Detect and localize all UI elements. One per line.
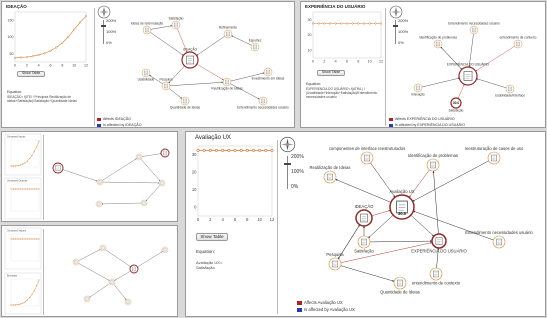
legend-affected: Is affected by EXPERIÊNCIA DO USUÁRIO [389, 123, 465, 127]
document-icon [225, 80, 229, 84]
data-point [50, 50, 52, 52]
document-icon [186, 56, 193, 64]
y-tick-label: 20 [191, 169, 197, 175]
x-tick-label: 12 [84, 63, 88, 68]
document-icon [226, 32, 230, 36]
causal-link [79, 263, 110, 280]
data-point [271, 149, 273, 151]
data-point [318, 23, 320, 25]
data-point [252, 149, 254, 151]
x-tick-label: 6 [346, 59, 348, 64]
data-point [228, 149, 230, 151]
legend-red-swatch [389, 118, 393, 121]
document-icon [433, 271, 438, 277]
document-icon [472, 28, 476, 32]
causal-link [197, 36, 225, 55]
x-tick-label: 8 [246, 217, 249, 223]
document-icon [253, 45, 257, 49]
node-label: Avaliação UX [389, 188, 415, 194]
legend-affects: Affects EXPERIÊNCIA DO USUÁRIO [389, 117, 455, 121]
data-point [73, 29, 75, 31]
equation-label: Equation: [306, 82, 322, 86]
legend-affects: Affects IDEAÇÃO [97, 117, 131, 121]
document-icon [361, 239, 366, 245]
causal-link [169, 88, 182, 98]
causal-link [102, 203, 141, 204]
show-table-button[interactable]: Show Table [317, 70, 345, 76]
data-point [14, 57, 16, 59]
x-tick-label: 4 [334, 59, 337, 64]
x-tick-label: 6 [49, 63, 52, 68]
zoom-slider-thumb[interactable] [284, 163, 291, 165]
data-point [258, 149, 260, 151]
show-table-button[interactable]: Show Table [17, 71, 45, 77]
document-icon [75, 261, 78, 264]
causal-link [413, 211, 493, 240]
document-icon [127, 301, 130, 304]
y-tick-label: 0 [194, 204, 197, 210]
document-icon [364, 155, 369, 161]
document-icon [436, 238, 442, 245]
document-icon [416, 86, 420, 90]
data-point [197, 149, 199, 151]
y-tick-label: 10 [307, 48, 312, 53]
equation-text: IDEAÇÃO= f(ITEI / Principais Reutilização de Ideias+Satisfação)/Satisfação+Quantidade Ideias [7, 95, 77, 104]
legend-red-swatch [97, 118, 101, 121]
zoom-100-label: 100% [398, 29, 409, 34]
document-icon [143, 202, 146, 205]
causal-link [411, 215, 434, 236]
causal-link [141, 159, 160, 181]
node-label: Refinamento [218, 25, 238, 30]
data-point [38, 54, 40, 56]
node-label: EXPERIÊNCIA DO USUÁRIO [411, 248, 467, 254]
x-tick-label: 12 [269, 217, 275, 223]
document-icon [164, 84, 168, 88]
ideacao-panel [1, 1, 295, 128]
data-point [203, 149, 205, 151]
x-tick-label: 2 [25, 63, 28, 68]
causal-link [146, 185, 160, 201]
panel-divider [385, 8, 386, 126]
data-point [62, 42, 64, 44]
causal-link [476, 46, 515, 71]
panel-title: EXPERIÊNCIA DO USUÁRIO [305, 4, 366, 9]
zoom-0-label: 0% [291, 184, 299, 190]
causal-link [336, 179, 391, 202]
x-tick-label: 0 [14, 63, 16, 68]
data-point [265, 149, 267, 151]
equation-label: Equation: [196, 249, 216, 254]
document-icon [327, 174, 332, 180]
node-label: Interação [411, 92, 425, 97]
secondary-graph [44, 134, 178, 222]
x-tick-label: 10 [367, 59, 372, 64]
document-icon [111, 281, 114, 284]
document-icon [145, 28, 149, 32]
node-label: Identificação de problemas [407, 152, 459, 158]
center-value: 30.0 [397, 211, 407, 216]
node-label: entendimento de contexto [411, 280, 461, 286]
y-tick-label: 50 [9, 51, 14, 56]
data-point [67, 36, 69, 38]
causal-link [170, 82, 223, 85]
data-point [335, 23, 337, 25]
node-label: reestruturação de casos de uso [464, 145, 524, 151]
document-icon [99, 181, 102, 184]
node-label: componentes de interface reestruturados [328, 145, 406, 151]
y-tick-label: 20 [307, 33, 312, 38]
node-label: Satisfação [354, 248, 374, 254]
mini-title: Entradas [7, 274, 18, 278]
legend-blue-swatch [297, 308, 302, 312]
data-point [240, 149, 242, 151]
legend-affected: Is affected by IDEAÇÃO [97, 123, 141, 127]
avaliacao-panel [185, 131, 546, 317]
causal-link [477, 79, 507, 88]
x-tick-label: 4 [221, 217, 224, 223]
equation-text: Avaliação UX= Satisfação [196, 260, 223, 271]
legend-affected: Is affected by Avaliação UX [297, 307, 355, 312]
node-label: entendimento de contexto [499, 35, 537, 40]
equation-label: Equation: [7, 90, 23, 94]
data-point [209, 149, 211, 151]
document-icon [266, 70, 270, 74]
mini-chart-c [4, 227, 42, 270]
plot-frame [198, 146, 272, 216]
document-icon [144, 71, 148, 75]
node-label: Entendimento necessidades usuário [465, 229, 533, 235]
plot-frame [15, 12, 86, 62]
x-tick-label: 2 [323, 59, 326, 64]
plot-frame [313, 12, 381, 58]
x-tick-label: 12 [379, 59, 383, 64]
causal-link [89, 284, 109, 298]
data-point [380, 23, 382, 25]
causal-link [422, 78, 459, 87]
data-point [352, 23, 354, 25]
panel-title: IDEAÇÃO [6, 4, 27, 9]
causal-link [63, 170, 97, 181]
y-tick-label: 30 [307, 17, 312, 22]
data-point [32, 55, 34, 57]
x-tick-label: 0 [312, 59, 314, 64]
data-point [56, 47, 58, 49]
document-icon [161, 182, 164, 185]
document-icon [332, 261, 337, 267]
causal-link [103, 159, 137, 181]
data-point [44, 52, 46, 54]
y-tick-label: 100 [7, 35, 14, 40]
experiencia-panel [300, 1, 546, 128]
legend-red-swatch [297, 301, 302, 305]
data-point [329, 23, 331, 25]
causal-link [150, 32, 183, 55]
x-tick-label: 10 [257, 217, 263, 223]
data-point [363, 23, 365, 25]
show-table-button[interactable]: Show Table [196, 233, 228, 241]
document-icon [516, 42, 520, 46]
node-label: Satisfação [448, 108, 464, 113]
causal-link [79, 249, 101, 260]
data-point [85, 15, 87, 17]
document-icon [98, 203, 101, 206]
legend-blue-swatch [97, 124, 101, 127]
node-label: EXPERIÊNCIA DO USUÁRIO [446, 62, 490, 67]
causal-link [142, 154, 161, 157]
node-label: Entendimento necessidades usuário [237, 105, 289, 110]
mini-title: Unnamed Values [7, 229, 26, 233]
causal-link [341, 266, 394, 282]
y-tick-label: 10 [191, 187, 197, 193]
document-icon [132, 267, 136, 271]
secondary-model-panel [1, 131, 178, 222]
node-label: Satisfação [168, 16, 184, 21]
node-label: Usabilidade [137, 77, 155, 82]
document-icon [164, 249, 167, 252]
node-label: Pesquisa [326, 251, 344, 257]
data-point [375, 23, 377, 25]
causal-link [413, 161, 489, 202]
zoom-slider-track[interactable] [287, 156, 288, 189]
mini-plot-frame [11, 234, 39, 261]
causal-link [103, 182, 159, 183]
document-icon [430, 162, 435, 168]
node-label: Usabilidade/Interface [495, 93, 525, 98]
panel-divider [277, 140, 278, 314]
document-icon [491, 155, 496, 161]
causal-link [151, 26, 172, 30]
causal-link [372, 210, 391, 215]
mini-plot-frame [11, 184, 39, 211]
x-tick-label: 0 [196, 217, 200, 223]
zoom-0-label: 0% [106, 40, 112, 45]
avaliacao-chart [186, 140, 278, 226]
document-icon [86, 298, 89, 301]
zoom-200-label: 200% [106, 18, 117, 23]
node-value: 30.0 [452, 101, 460, 106]
x-tick-label: 8 [357, 59, 360, 64]
node-label: IDEAÇÃO [182, 47, 198, 52]
zoom-200-label: 200% [398, 18, 409, 23]
document-icon [174, 23, 178, 27]
x-tick-label: 10 [72, 63, 77, 68]
document-icon [138, 156, 141, 159]
causal-link [105, 250, 130, 267]
node-label: Quantidade de Ideias [169, 105, 201, 110]
avaliacao-graph [294, 134, 544, 316]
ideacao-chart [2, 6, 102, 76]
ideacao-graph [96, 6, 295, 124]
node-label: Investimento em Ideias [251, 76, 285, 81]
tertiary-graph [44, 228, 178, 316]
node-label: Identificação de problemas [418, 35, 458, 40]
x-tick-label: 4 [37, 63, 40, 68]
document-icon [397, 280, 402, 286]
x-tick-label: 6 [233, 217, 237, 223]
mini-chart-d [4, 272, 42, 315]
data-point [79, 22, 81, 24]
causal-link [370, 241, 432, 242]
data-point [346, 23, 348, 25]
y-tick-label: 30 [191, 152, 197, 158]
document-icon [360, 214, 367, 222]
causal-link [114, 284, 126, 299]
mini-title: Unnamed Inputs [7, 135, 26, 139]
legend-affects: Affects Avaliação UX [297, 300, 343, 305]
document-icon [102, 247, 105, 250]
document-icon [496, 239, 501, 245]
panel-title: Avaliação UX [195, 135, 231, 141]
causal-link [458, 84, 464, 98]
mini-title: Unnamed Outputs [7, 179, 28, 183]
node-label: Pesquisa [159, 77, 173, 82]
mini-chart-a [4, 133, 42, 176]
zoom-100-label: 100% [106, 29, 117, 34]
data-point [341, 23, 343, 25]
node-label: IDEAÇÃO [354, 203, 374, 209]
document-icon [183, 99, 187, 103]
data-point [234, 149, 236, 151]
x-tick-label: 8 [61, 63, 64, 68]
document-icon [436, 42, 440, 46]
node-label: Quantidade de Ideias [380, 289, 420, 295]
data-point [246, 149, 248, 151]
node-label: Entendimento necessidades usuário [448, 21, 500, 26]
node-label: Reutilização de Ideias [309, 164, 351, 170]
experiencia-graph [396, 6, 546, 124]
causal-link [433, 171, 438, 234]
node-label: Esportes [248, 38, 262, 43]
x-tick-label: 2 [209, 217, 212, 223]
causal-link [137, 252, 162, 267]
experiencia-chart [301, 6, 391, 68]
causal-link [115, 271, 131, 280]
data-point [358, 23, 360, 25]
zoom-200-label: 200% [291, 154, 304, 160]
data-point [324, 23, 326, 25]
data-point [26, 56, 28, 58]
node-label: Ideias de reformulação [130, 21, 164, 26]
data-point [369, 23, 371, 25]
data-point [20, 57, 22, 59]
document-icon [508, 87, 512, 91]
data-point [312, 23, 314, 25]
data-point [215, 149, 217, 151]
panel-divider [94, 8, 95, 126]
y-tick-label: 150 [7, 18, 14, 23]
document-icon [56, 166, 61, 171]
document-icon [163, 151, 167, 155]
legend-blue-swatch [389, 124, 393, 127]
node-label: Reutilização de Ideias [211, 86, 243, 91]
tertiary-model-panel [1, 225, 178, 317]
document-icon [261, 99, 265, 103]
causal-link [197, 64, 224, 80]
document-icon [464, 72, 472, 81]
zoom-100-label: 100% [291, 169, 304, 175]
equation-text: EXPERIENCIA DO USUÁRIO= f(ATRA ) / (Usabilidade+Interação+Satisfação)/Entendimento necessidades usuário [306, 87, 378, 100]
mini-chart-b [4, 177, 42, 220]
zoom-0-label: 0% [398, 40, 404, 45]
data-point [221, 149, 223, 151]
